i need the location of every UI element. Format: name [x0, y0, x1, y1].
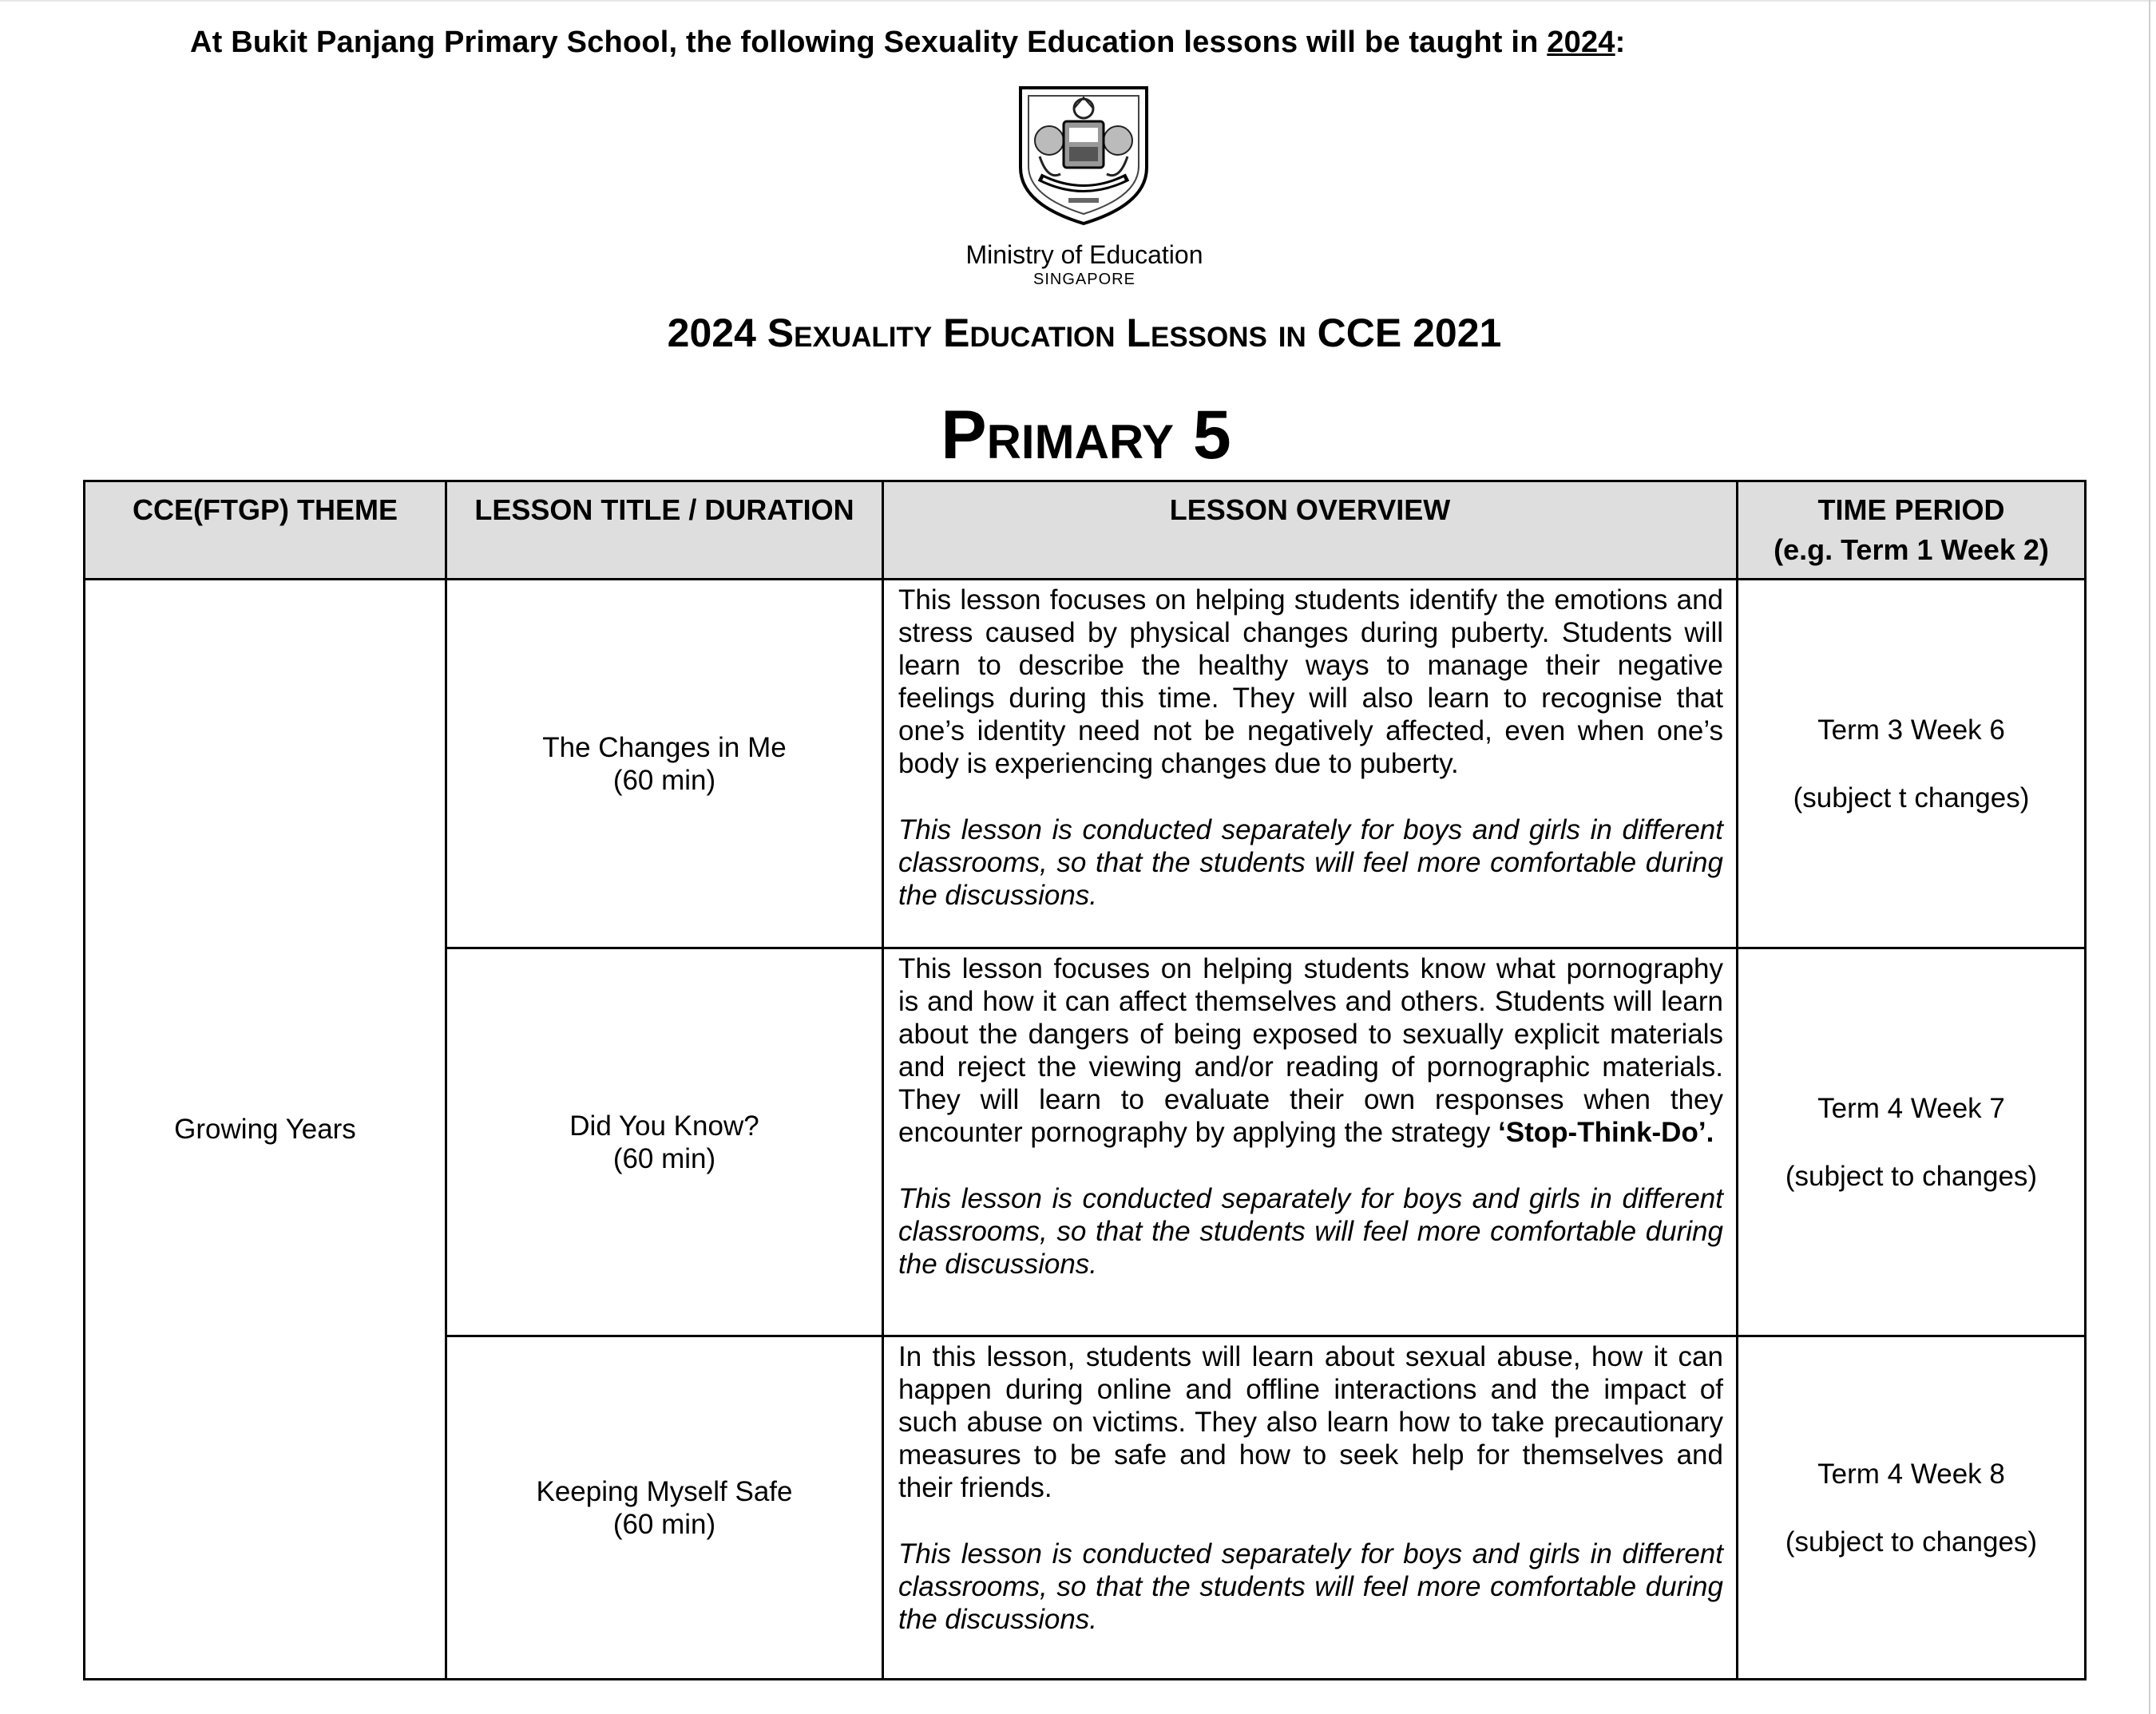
time-period-cell: [1738, 580, 2086, 948]
lesson-title: The Changes in Me: [542, 731, 787, 763]
time-period-cell: [1738, 948, 2086, 1336]
header-time-period-example: (e.g. Term 1 Week 2): [1774, 533, 2049, 566]
header-overview: LESSON OVERVIEW: [883, 481, 1738, 580]
lesson-overview-cell: [883, 1336, 1738, 1680]
time-period-note: (subject t changes): [1793, 782, 2030, 813]
lesson-overview-paragraph: [898, 952, 1723, 1149]
ministry-label: [878, 239, 1290, 289]
lesson-title: Did You Know?: [569, 1110, 759, 1142]
lesson-duration: (60 min): [612, 1142, 716, 1174]
page-frame-right: [2149, 0, 2150, 1714]
time-period-note: (subject to changes): [1785, 1526, 2038, 1558]
time-period-note: (subject to changes): [1785, 1160, 2038, 1192]
document-title: 2024 Sexuality Education Lessons in CCE 2021: [667, 311, 1502, 355]
header-theme: CCE(FTGP) THEME: [85, 481, 446, 580]
intro-suffix: :: [1615, 26, 1626, 59]
page-frame-top: [0, 0, 2156, 2]
lesson-overview: This lesson focuses on helping students know what pornography is and how it can affect themselves and others. Students will learn about the dangers of being exposed to sexually explicit materials and reject the viewing and/or reading of pornographic materials. They will learn to evaluate their own responses when they encounter pornography by applying the strategy: [898, 953, 1723, 1148]
table-row: [85, 580, 2086, 948]
lesson-overview-cell: [883, 580, 1738, 948]
moe-crest-icon: [1016, 85, 1151, 227]
intro-statement: [190, 26, 1626, 60]
moe-crest-logo: [1016, 85, 1151, 227]
ministry-name: Ministry of Education: [965, 240, 1203, 269]
lesson-note: This lesson is conducted separately for boys and girls in different classrooms, so that the students will feel more comfortable during the discussions.: [898, 814, 1723, 911]
table-header-row: [85, 481, 2086, 580]
ministry-country: SINGAPORE: [1033, 271, 1135, 288]
lesson-duration: (60 min): [612, 764, 716, 796]
time-period: Term 4 Week 8: [1817, 1458, 2005, 1490]
lesson-title-cell: [446, 948, 883, 1336]
theme-cell: Growing Years: [85, 580, 446, 1680]
lesson-title-cell: [446, 580, 883, 948]
time-period-cell: [1738, 1336, 2086, 1680]
lesson-note: This lesson is conducted separately for boys and girls in different classrooms, so that the students will feel more comfortable during the discussions.: [898, 1183, 1723, 1280]
level-title: Primary 5: [941, 397, 1231, 473]
lesson-title: Keeping Myself Safe: [536, 1475, 793, 1507]
lesson-title-cell: [446, 1336, 883, 1680]
intro-year: 2024: [1547, 26, 1615, 59]
time-period: Term 4 Week 7: [1817, 1092, 2005, 1124]
lesson-overview-cell: [883, 948, 1738, 1336]
header-lesson-title: LESSON TITLE / DURATION: [446, 481, 883, 580]
lesson-overview: In this lesson, students will learn about sexual abuse, how it can happen during online and offline interactions and the impact of such abuse on victims. They also learn how to take precautionary measures to be safe and how to seek help for themselves and their friends.: [898, 1341, 1723, 1503]
lesson-note: This lesson is conducted separately for boys and girls in different classrooms, so that the students will feel more comfortable during the discussions.: [898, 1538, 1723, 1635]
lesson-duration: (60 min): [612, 1508, 716, 1540]
lesson-overview: This lesson focuses on helping students identify the emotions and stress caused by physical changes during puberty. Students will learn to describe the healthy ways to manage their negative feelings during this time. They will also learn to recognise that one’s identity need not be negatively affected, even when one’s body is experiencing changes due to puberty.: [898, 584, 1723, 779]
header-time-period-label: TIME PERIOD: [1817, 493, 2005, 526]
intro-text: At Bukit Panjang Primary School, the following Sexuality Education lessons will be taught in: [190, 26, 1548, 59]
time-period: Term 3 Week 6: [1817, 714, 2005, 746]
lessons-table: [83, 480, 2087, 1680]
strategy-name: ‘Stop-Think-Do’.: [1498, 1117, 1714, 1148]
header-time-period: [1738, 481, 2086, 580]
